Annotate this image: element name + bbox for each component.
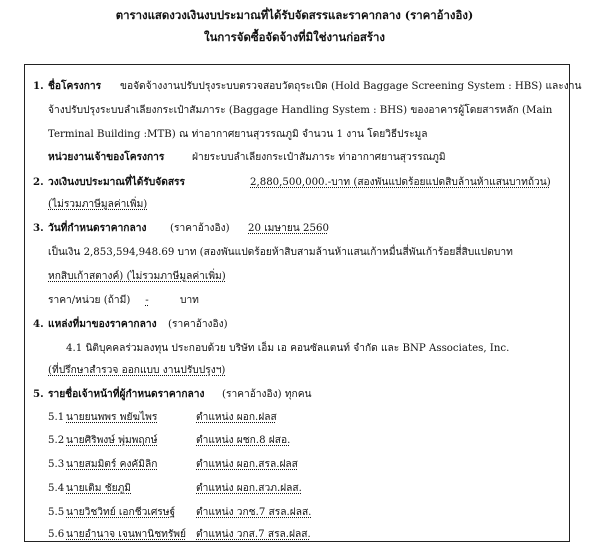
person-number: 5.2 [48, 435, 65, 446]
section3-label: วันที่กำหนดราคากลาง [48, 222, 147, 234]
section3-unit-price-value: - [145, 295, 149, 306]
section1-text-line3: Terminal Building :MTB) ณ ท่าอากาศยานสุวรรณภูมิ จำนวน 1 งาน โดยวิธีประมูล [48, 129, 428, 140]
section1-label: ชื่อโครงการ [48, 80, 102, 92]
person-position: ตำแหน่ง ผอก.สรล.ฝลส [196, 459, 298, 470]
section3-unit-price-label: ราคา/หน่วย (ถ้ามี) [48, 295, 131, 306]
section5-label: รายชื่อเจ้าหน้าที่ผู้กำหนดราคากลาง [48, 388, 205, 400]
person-number: 5.5 [48, 507, 65, 518]
person-position: ตำแหน่ง วกส.7 สรล.ฝลส. [196, 529, 311, 540]
person-name: นายศิริพงษ์ พุ่มพฤกษ์ [66, 435, 158, 446]
section3-number: 3. [33, 222, 44, 234]
section5-number: 5. [33, 388, 44, 400]
section2-label: วงเงินงบประมาณที่ได้รับจัดสรร [48, 176, 185, 188]
section4-label: แหล่งที่มาของราคากลาง [48, 318, 157, 330]
person-position: ตำแหน่ง ผอก.สวภ.ฝลส. [196, 483, 302, 494]
person-number: 5.4 [48, 483, 65, 494]
person-name: นายวิชวิทย์ เอกชีวเศรษฐ์ [66, 507, 176, 518]
person-position: ตำแหน่ง ผชก.8 ฝสอ. [196, 435, 291, 446]
person-name: นายสมมิตร์ คงคัมิลิก [66, 459, 158, 470]
section5-label-suffix: (ราคาอ้างอิง) ทุกคน [222, 389, 312, 400]
document-subtitle: ในการจัดซื้อจัดจ้างที่มิใช่งานก่อสร้าง [204, 30, 385, 44]
section3-date: 20 เมษายน 2560 [248, 223, 329, 234]
person-number: 5.3 [48, 459, 65, 470]
section4-item-line1: 4.1 นิติบุคคลร่วมลงทุน ประกอบด้วย บริษัท เอ็ม เอ คอนซัลแตนท์ จำกัด และ BNP Associates, Inc. [66, 343, 510, 354]
section3-unit-price-unit: บาท [180, 295, 199, 306]
section3-label-suffix: (ราคาอ้างอิง) [170, 223, 230, 234]
section1-text-line2: จ้างปรับปรุงระบบลำเลียงกระเป๋าสัมภาระ (Baggage Handling System : BHS) ของอาคารผู้โดยสารหลัก (Main [48, 105, 553, 116]
section4-label-suffix: (ราคาอ้างอิง) [168, 319, 228, 330]
person-number: 5.1 [48, 412, 65, 423]
section4-number: 4. [33, 318, 44, 330]
person-name: นายอำนาจ เจนพานิชทรัพย์ [66, 529, 186, 540]
section1-number: 1. [33, 80, 44, 92]
section2-note: (ไม่รวมภาษีมูลค่าเพิ่ม) [48, 199, 148, 210]
section1-owner-value: ฝ่ายระบบลำเลียงกระเป๋าสัมภาระ ท่าอากาศยานสุวรรณภูมิ [192, 152, 446, 163]
section1-text-line1: ขอจัดจ้างงานปรับปรุงระบบตรวจสอบวัตถุระเบิด (Hold Baggage Screening System : HBS) และงาน [120, 81, 582, 92]
section1-owner-label: หน่วยงานเจ้าของโครงการ [48, 151, 165, 163]
person-position: ตำแหน่ง ผอก.ฝลส [196, 412, 277, 423]
section2-value: 2,880,500,000.-บาท (สองพันแปดร้อยแปดสิบล้านห้าแสนบาทถ้วน) [250, 177, 551, 188]
person-position: ตำแหน่ง วกช.7 สรล.ฝลส. [196, 507, 312, 518]
section2-number: 2. [33, 176, 44, 188]
section4-item-line2: (ที่ปรึกษาสำรวจ ออกแบบ งานปรับปรุงฯ) [48, 365, 226, 376]
document-title: ตารางแสดงวงเงินงบประมาณที่ได้รับจัดสรรและราคากลาง (ราคาอ้างอิง) [115, 8, 474, 22]
section3-amount-line2: หกสิบเก้าสตางค์) (ไม่รวมภาษีมูลค่าเพิ่ม) [48, 271, 226, 282]
person-name: นายยนพพร พยัฆไพร [66, 412, 158, 423]
person-name: นายเติม ชัยภูมิ [66, 483, 132, 494]
section3-amount-line1: เป็นเงิน 2,853,594,948.69 บาท (สองพันแปดร้อยห้าสิบสามล้านห้าแสนเก้าหมื่นสี่พันเก้าร้อยสี่สิบแปดบาท [48, 247, 513, 258]
person-number: 5.6 [48, 529, 65, 540]
